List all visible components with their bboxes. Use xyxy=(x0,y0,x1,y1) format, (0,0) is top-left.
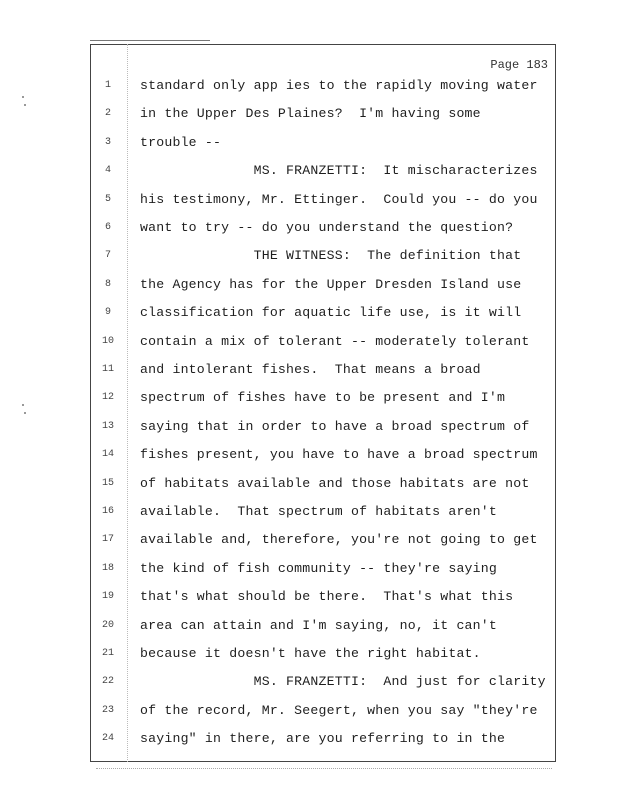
line-number: 12 xyxy=(101,392,114,404)
frame-top-mark xyxy=(90,40,210,41)
transcript-line: THE WITNESS: The definition that xyxy=(140,248,522,264)
line-number: 4 xyxy=(104,165,111,177)
transcript-line: fishes present, you have to have a broad spectrum xyxy=(140,447,538,463)
transcript-line: contain a mix of tolerant -- moderately tolerant xyxy=(140,333,530,349)
transcript-line: available and, therefore, you're not going to get xyxy=(140,532,538,548)
footer-rule xyxy=(96,768,552,769)
scan-speck xyxy=(22,96,24,98)
transcript-line: the Agency has for the Upper Dresden Island use xyxy=(140,276,522,292)
line-number: 3 xyxy=(104,136,111,148)
line-number: 22 xyxy=(101,676,114,688)
transcript-line: standard only app ies to the rapidly moving water xyxy=(140,78,538,93)
transcript-line: classification for aquatic life use, is it will xyxy=(140,305,522,321)
transcript-line: and intolerant fishes. That means a broad xyxy=(140,362,481,377)
transcript-line: his testimony, Mr. Ettinger. Could you -- do you xyxy=(140,191,538,207)
transcript-line: of habitats available and those habitats are not xyxy=(140,475,530,491)
line-number: 19 xyxy=(101,591,114,603)
line-number: 17 xyxy=(101,534,114,546)
line-number: 10 xyxy=(101,335,114,347)
scan-speck xyxy=(24,412,26,414)
line-number: 11 xyxy=(101,364,114,375)
scan-speck xyxy=(22,404,24,406)
line-number: 24 xyxy=(101,733,114,745)
line-number: 2 xyxy=(104,108,111,120)
line-number: 13 xyxy=(101,420,114,432)
transcript-line: that's what should be there. That's what this xyxy=(140,589,514,605)
transcript-line: trouble -- xyxy=(140,134,222,150)
line-number: 9 xyxy=(104,307,111,319)
transcript-line: want to try -- do you understand the question? xyxy=(140,220,514,235)
transcript-line: because it doesn't have the right habitat. xyxy=(140,646,481,661)
line-number: 8 xyxy=(104,278,111,290)
scan-speck xyxy=(24,104,26,106)
transcript-line: spectrum of fishes have to be present and I'm xyxy=(140,390,506,406)
line-number: 7 xyxy=(104,250,111,262)
line-number: 20 xyxy=(101,619,114,631)
line-number: 18 xyxy=(101,562,114,574)
line-number: 16 xyxy=(101,506,114,517)
transcript-line: MS. FRANZETTI: It mischaracterizes xyxy=(140,163,538,179)
page-number-label: Page 183 xyxy=(490,58,548,72)
transcript-line: in the Upper Des Plaines? I'm having some xyxy=(140,106,481,122)
transcript-line: MS. FRANZETTI: And just for clarity xyxy=(140,674,546,690)
transcript-line: saying" in there, are you referring to in the xyxy=(140,731,506,747)
line-number: 6 xyxy=(104,222,111,233)
transcript-line: saying that in order to have a broad spectrum of xyxy=(140,418,530,434)
transcript-line: of the record, Mr. Seegert, when you say "they're xyxy=(140,702,538,718)
transcript-line: available. That spectrum of habitats aren't xyxy=(140,504,498,519)
line-number: 23 xyxy=(101,704,114,716)
line-number: 14 xyxy=(101,449,114,461)
transcript-line: the kind of fish community -- they're saying xyxy=(140,560,498,576)
transcript-line: area can attain and I'm saying, no, it can't xyxy=(140,617,498,633)
line-number: 21 xyxy=(101,648,114,659)
line-number: 15 xyxy=(101,477,114,489)
line-number: 5 xyxy=(104,193,111,205)
line-number: 1 xyxy=(104,80,111,91)
line-number-margin-rule xyxy=(127,44,128,762)
